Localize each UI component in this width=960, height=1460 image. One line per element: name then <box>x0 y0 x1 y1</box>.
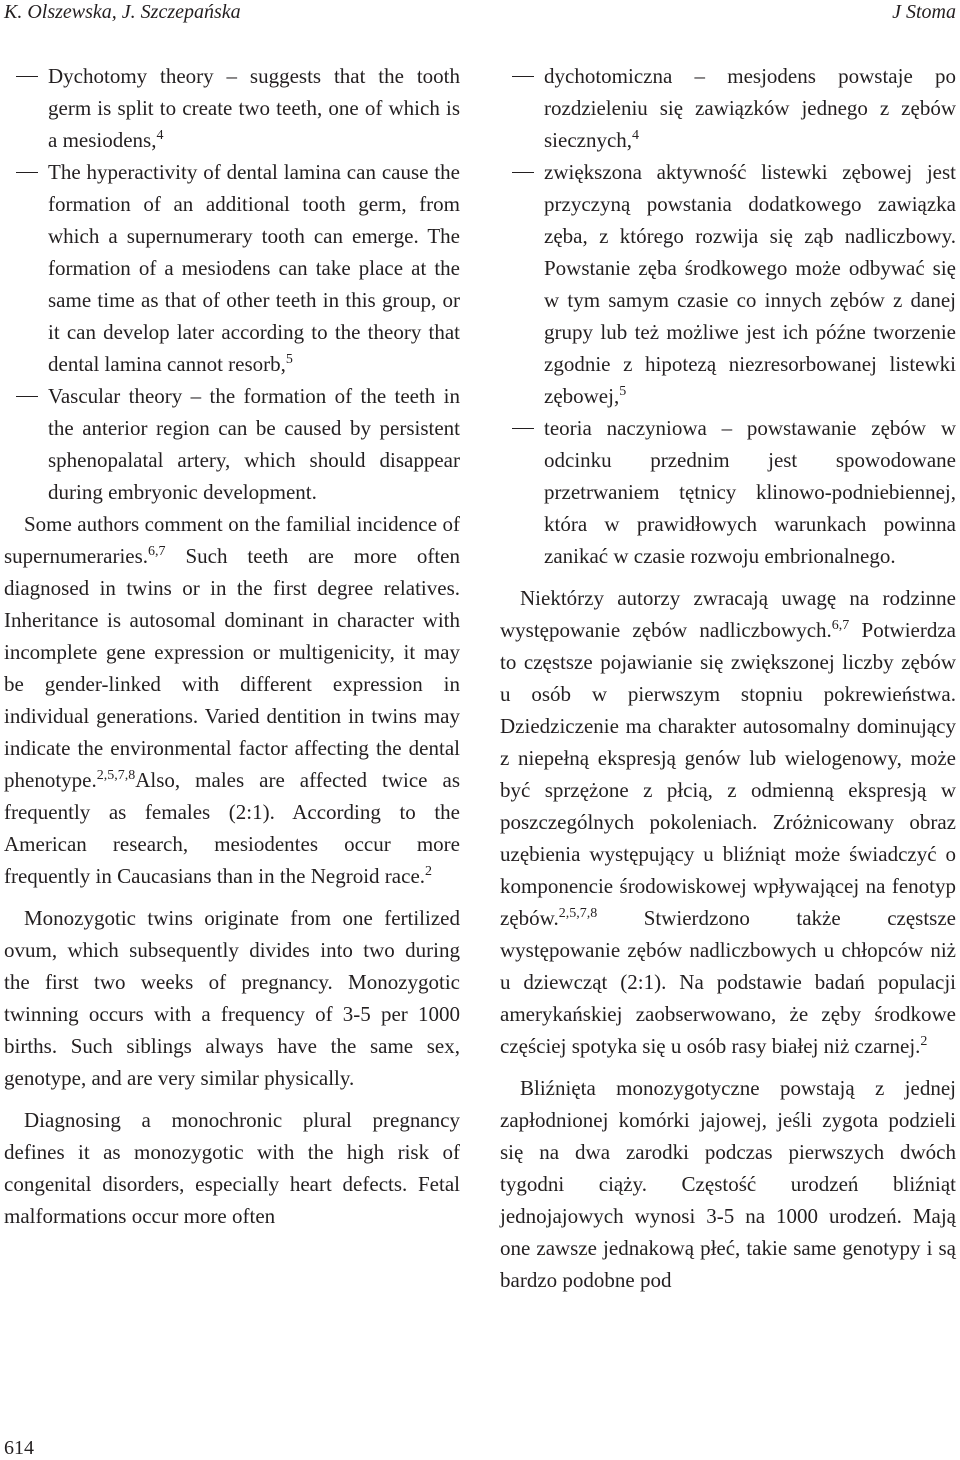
paragraph: Diagnosing a monochronic plural pregnancy defines it as monozygotic with the high risk of congenital disorders, especially heart defects. Fetal malformations occur more often <box>4 1108 460 1228</box>
theory-list <box>4 60 460 508</box>
citation: 4 <box>156 128 164 143</box>
citation: 5 <box>285 352 293 367</box>
list-item: The hyperactivity of dental lamina can cause the formation of an additional tooth germ, from which a supernumerary tooth can emerge. The formation of a mesiodens can take place at the same time as that of other teeth in this group, or it can develop later according to the theory that dental lamina cannot resorb,$^5$ <box>4 156 460 380</box>
list-item: Vascular theory – the formation of the teeth in the anterior region can be caused by persistent sphenopalatal artery, which should disappear during embryonic development. <box>4 380 460 508</box>
list-item: teoria naczyniowa – powstawanie zębów w odcinku przednim jest spowodowane przetrwaniem tętnicy klinowo-podniebiennej, która w prawidłowych warunkach powinna zanikać w czasie rozwoju embrionalnego. <box>500 412 956 572</box>
paragraph: Some authors comment on the familial incidence of supernumeraries.$^{6,7}$ Such teeth are more often diagnosed in twins or in the first degree relatives. Inheritance is autosomal dominant in character with incomplete gene expression or multigenicity, it may be gender-linked with different expression in individual generations. Varied dentition in twins may indicate the environmental factor affecting the dental phenotype.$^{2,5,7,8}$Also, males are affected twice as frequently as females (2:1). According to the American research, mesiodentes occur more frequently in Caucasians than in the Negroid race.$^2$ <box>4 512 460 888</box>
left-column-english <box>4 60 460 1232</box>
citation: 2 <box>425 864 433 879</box>
citation: 6,7 <box>831 618 850 633</box>
citation: 2,5,7,8 <box>96 768 136 783</box>
right-column-polish <box>500 60 956 1296</box>
running-head-authors: K. Olszewska, J. Szczepańska <box>4 1 241 23</box>
page-header <box>0 0 960 30</box>
citation: 4 <box>632 128 640 143</box>
running-head-journal: J Stoma <box>892 1 956 23</box>
paragraph: Monozygotic twins originate from one fertilized ovum, which subsequently divides into two during the first two weeks of pregnancy. Monozygotic twinning occurs with a frequency of 3-5 per 1000 births. Such siblings always have the same sex, genotype, and are very similar physically. <box>4 906 460 1090</box>
citation: 2 <box>920 1034 928 1049</box>
theory-list <box>500 60 956 572</box>
list-item: dychotomiczna – mesjodens powstaje po rozdzieleniu się zawiązków jednego z zębów siecznych,$^4$ <box>500 60 956 156</box>
paragraph: Niektórzy autorzy zwracają uwagę na rodzinne występowanie zębów nadliczbowych.$^{6,7}$ Potwierdza to częstsze pojawianie się zwiększonej liczby zębów u osób w pierwszym stopniu pokrewieństwa. Dziedziczenie ma charakter autosomalny dominujący z niepełną ekspresją genów lub wielogenowy, może być sprzężone z płcią, z odmienną ekspresją w poszczególnych pokoleniach. Zróżnicowany obraz uzębienia występujący u bliźniąt może świadczyć o komponencie środowiskowej wpływającej na fenotyp zębów.$^{2,5,7,8}$ Stwierdzono także częstsze występowanie zębów nadliczbowych u chłopców niż u dziewcząt (2:1). Na podstawie badań populacji amerykańskiej zaobserwowano, że zęby środkowe częściej spotyka się u osób rasy białej niż czarnej.$^2$ <box>500 586 956 1058</box>
citation: 2,5,7,8 <box>558 906 598 921</box>
paragraph: Bliźnięta monozygotyczne powstają z jednej zapłodnionej komórki jajowej, jeśli zygota podzieli się na dwa zarodki podczas pierwszych dwóch tygodni ciąży. Częstość urodzeń bliźniąt jednojajowych wynosi 3-5 na 1000 urodzeń. Mają one zawsze jednakową płeć, takie same genotypy i są bardzo podobne pod <box>500 1076 956 1292</box>
citation: 6,7 <box>148 544 166 559</box>
citation: 5 <box>619 384 627 399</box>
list-item: Dychotomy theory – suggests that the tooth germ is split to create two teeth, one of which is a mesiodens,$^4$ <box>4 60 460 156</box>
page-number: 614 <box>4 1437 34 1459</box>
list-item: zwiększona aktywność listewki zębowej jest przyczyną powstania dodatkowego zawiązka zęba, z którego rozwija się ząb nadliczbowy. Powstanie zęba środkowego może odbywać się w tym samym czasie co innych zębów z danej grupy lub też możliwe jest ich późne tworzenie zgodnie z hipotezą niezresorbowanej listewki zębowej,$^5$ <box>500 156 956 412</box>
